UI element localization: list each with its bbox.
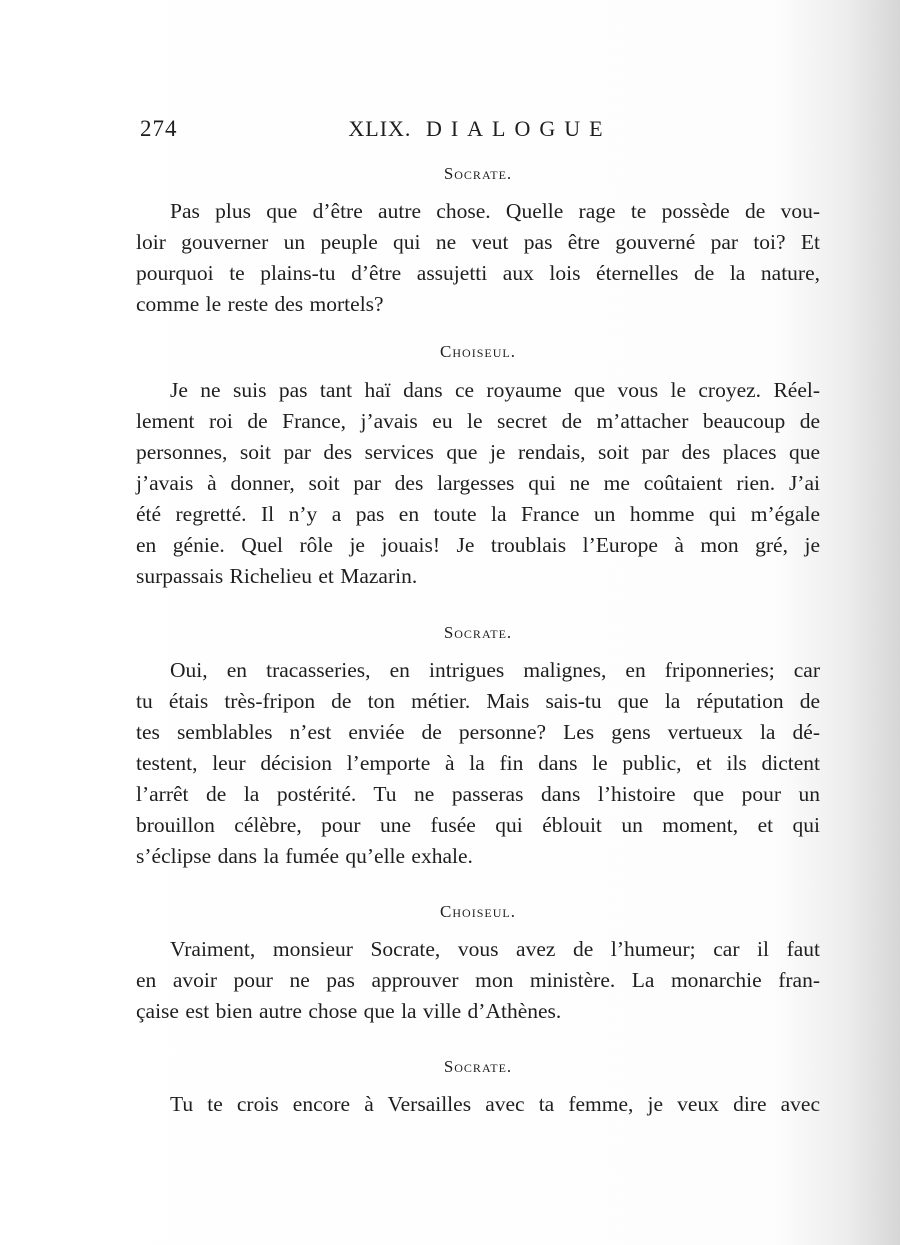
text-line: Vraiment, monsieur Socrate, vous avez de l’humeur; car il faut bbox=[170, 937, 820, 961]
running-head bbox=[0, 116, 900, 142]
text-line: testent, leur décision l’emporte à la fin dans le public, et ils dictent bbox=[136, 751, 820, 775]
text-line: loir gouverner un peuple qui ne veut pas être gouverné par toi? Et bbox=[136, 230, 820, 254]
text-line: été regretté. Il n’y a pas en toute la France un homme qui m’égale bbox=[136, 502, 820, 526]
text-line: Tu te crois encore à Versailles avec ta femme, je veux dire avec bbox=[170, 1092, 820, 1116]
speaker-name: Choiseul. bbox=[440, 342, 516, 361]
text-line: en avoir pour ne pas approuver mon ministère. La monarchie fran- bbox=[136, 968, 820, 992]
speech-paragraph bbox=[136, 655, 820, 872]
text-line: s’éclipse dans la fumée qu’elle exhale. bbox=[136, 844, 473, 868]
speaker-name: Socrate. bbox=[443, 1057, 513, 1076]
text-line: personnes, soit par des services que je rendais, soit par des places que bbox=[136, 440, 820, 464]
speech-paragraph bbox=[136, 1089, 820, 1120]
text-line: tes semblables n’est enviée de personne? Les gens vertueux la dé- bbox=[136, 720, 820, 744]
page-number: 274 bbox=[140, 116, 178, 141]
running-head-title: DIALOGUE bbox=[425, 116, 612, 141]
text-line: çaise est bien autre chose que la ville d’Athènes. bbox=[136, 999, 562, 1023]
speaker-name: Socrate. bbox=[443, 164, 513, 183]
speech-paragraph bbox=[136, 934, 820, 1027]
text-line: Oui, en tracasseries, en intrigues malignes, en friponneries; car bbox=[170, 658, 820, 682]
text-line: comme le reste des mortels? bbox=[136, 292, 384, 316]
text-line: pourquoi te plains-tu d’être assujetti aux lois éternelles de la nature, bbox=[136, 261, 820, 285]
text-line: j’avais à donner, soit par des largesses qui ne me coûtaient rien. J’ai bbox=[136, 471, 820, 495]
text-line: brouillon célèbre, pour une fusée qui éblouit un moment, et qui bbox=[136, 813, 820, 837]
speaker-name: Choiseul. bbox=[440, 902, 516, 921]
text-line: en génie. Quel rôle je jouais! Je troublais l’Europe à mon gré, je bbox=[136, 533, 820, 557]
text-line: l’arrêt de la postérité. Tu ne passeras dans l’histoire que pour un bbox=[136, 782, 820, 806]
text-line: Pas plus que d’être autre chose. Quelle rage te possède de vou- bbox=[170, 199, 820, 223]
speech-paragraph bbox=[136, 196, 820, 320]
running-head-numeral: XLIX. bbox=[348, 116, 412, 141]
text-line: surpassais Richelieu et Mazarin. bbox=[136, 564, 418, 588]
text-line: tu étais très-fripon de ton métier. Mais sais-tu que la réputation de bbox=[136, 689, 820, 713]
speaker-name: Socrate. bbox=[443, 623, 513, 642]
text-line: lement roi de France, j’avais eu le secret de m’attacher beaucoup de bbox=[136, 409, 820, 433]
speech-paragraph bbox=[136, 375, 820, 592]
text-line: Je ne suis pas tant haï dans ce royaume que vous le croyez. Réel- bbox=[170, 378, 820, 402]
